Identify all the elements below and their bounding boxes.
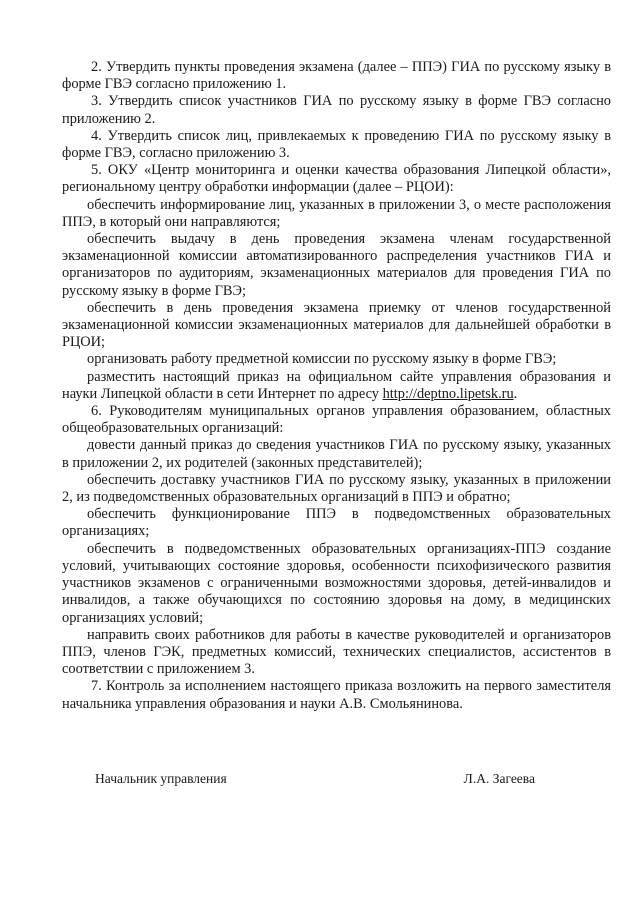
paragraph-6-conditions: обеспечить в подведомственных образовательных организациях-ППЭ создание условий, учитывающих состояние здоровья, особенности психофизического развития участников экзаменов с ограниченными возможностями здоровья, детей-инвалидов и инвалидов, а также обучающихся по состоянию здоровья на дому, в медицинских организациях условий;: [62, 540, 611, 626]
paragraph-6: 6. Руководителям муниципальных органов управления образованием, областных общеобразовательных организаций:: [62, 403, 611, 437]
paragraph-5-issue-materials: обеспечить выдачу в день проведения экзамена членам государственной экзаменационной комиссии автоматизированного распределения участников ГИА и организаторов по аудиториям, экзаменационных материалов для проведения ГИА по русскому языку в форме ГВЭ;: [62, 231, 611, 299]
publish-order-text: разместить настоящий приказ на официальном сайте управления образования и науки Липецкой области в сети Интернет по адресу: [62, 368, 611, 402]
paragraph-2: 2. Утвердить пункты проведения экзамена (далее – ППЭ) ГИА по русскому языку в форме ГВЭ согласно приложению 1.: [62, 59, 611, 93]
document-body: [62, 59, 611, 713]
publish-order-end: .: [513, 385, 518, 402]
paragraph-7: 7. Контроль за исполнением настоящего приказа возложить на первого заместителя начальника управления образования и науки А.В. Смольянинова.: [62, 678, 611, 712]
paragraph-5: 5. ОКУ «Центр мониторинга и оценки качества образования Липецкой области», региональному центру обработки информации (далее – РЦОИ):: [62, 162, 611, 196]
paragraph-6-inform-participants: довести данный приказ до сведения участников ГИА по русскому языку, указанных в приложении 2, их родителей (законных представителей);: [62, 437, 611, 471]
signature-name: Л.А. Загеева: [463, 771, 535, 786]
paragraph-5-subject-commission: организовать работу предметной комиссии по русскому языку в форме ГВЭ;: [87, 351, 557, 368]
paragraph-6-staff: направить своих работников для работы в качестве руководителей и организаторов ППЭ, членов ГЭК, предметных комиссий, технических специалистов, ассистентов в соответствии с приложением 3.: [62, 626, 611, 678]
paragraph-5-receive-materials: обеспечить в день проведения экзамена приемку от членов государственной экзаменационной комиссии экзаменационных материалов для дальнейшей обработки в РЦОИ;: [62, 299, 611, 351]
website-link[interactable]: http://deptno.lipetsk.ru: [382, 385, 514, 402]
signature-role: Начальник управления: [95, 771, 227, 786]
paragraph-5-publish-order: [62, 369, 611, 403]
paragraph-6-operation: обеспечить функционирование ППЭ в подведомственных образовательных организациях;: [62, 506, 611, 540]
paragraph-4: 4. Утвердить список лиц, привлекаемых к проведению ГИА по русскому языку в форме ГВЭ, согласно приложению 3.: [62, 127, 611, 162]
paragraph-6-transport: обеспечить доставку участников ГИА по русскому языку, указанных в приложении 2, из подведомственных образовательных организаций в ППЭ и обратно;: [62, 471, 611, 506]
paragraph-5-inform: обеспечить информирование лиц, указанных в приложении 3, о месте расположения ППЭ, в который они направляются;: [62, 196, 611, 230]
paragraph-3: 3. Утвердить список участников ГИА по русскому языку в форме ГВЭ согласно приложению 2.: [62, 93, 611, 127]
